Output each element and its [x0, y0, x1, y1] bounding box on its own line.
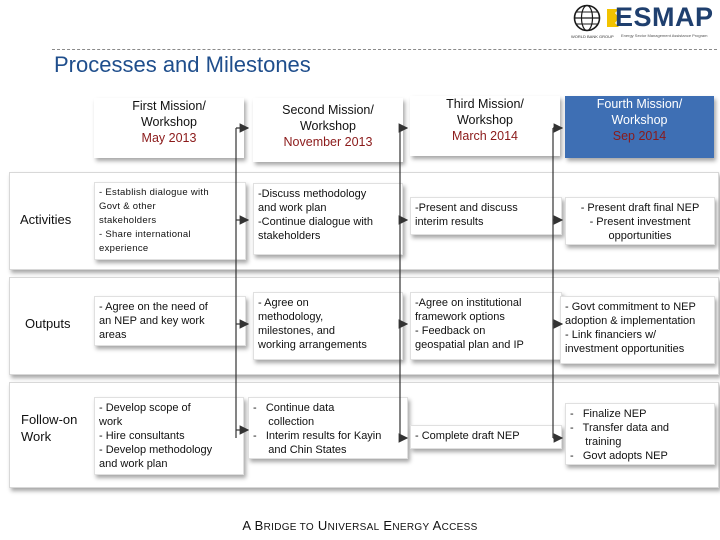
milestone-date: November 2013 — [283, 135, 373, 149]
milestone-second: Second Mission/ Workshop November 2013 — [253, 98, 403, 162]
row-label-followon: Follow-on Work — [21, 412, 78, 444]
cell-outputs-fourth: - Govt commitment to NEP adoption & implementation - Link financiers w/ investment opportunities — [560, 296, 715, 364]
cell-followon-first: - Develop scope of work - Hire consultants - Develop methodology and work plan — [94, 397, 244, 475]
cell-followon-third: - Complete draft NEP — [410, 425, 562, 449]
cell-activities-first: - Establish dialogue with Govt & other stakeholders - Share international experience — [94, 182, 246, 260]
milestone-fourth: Fourth Mission/ Workshop Sep 2014 — [565, 96, 714, 158]
milestone-first: First Mission/ Workshop May 2013 — [94, 98, 244, 158]
cell-activities-fourth: - Present draft final NEP - Present investment opportunities — [565, 197, 715, 245]
world-bank-text: WORLD BANK GROUP — [571, 34, 614, 39]
cell-outputs-third: -Agree on institutional framework options - Feedback on geospatial plan and IP — [410, 292, 562, 360]
cell-outputs-second: - Agree on methodology, milestones, and working arrangements — [253, 292, 403, 360]
esmap-subtitle: Energy Sector Management Assistance Program — [621, 33, 708, 38]
world-bank-globe-icon — [573, 4, 601, 32]
cell-outputs-first: - Agree on the need of an NEP and key work areas — [94, 296, 246, 346]
esmap-wordmark: ESMAP — [615, 2, 714, 32]
cell-followon-second: - Continue data collection - Interim results for Kayin and Chin States — [248, 397, 408, 459]
milestone-date: March 2014 — [451, 129, 518, 143]
esmap-logo — [571, 2, 717, 42]
milestone-date: May 2013 — [141, 131, 197, 145]
footer-tagline: A BRIDGE TO UNIVERSAL ENERGY ACCESS — [242, 518, 478, 533]
cell-activities-second: -Discuss methodology and work plan -Continue dialogue with stakeholders — [253, 183, 403, 255]
milestone-date: Sep 2014 — [612, 129, 667, 143]
cell-activities-third: -Present and discuss interim results — [410, 197, 562, 235]
page-title: Processes and Milestones — [54, 52, 311, 77]
milestone-third: Third Mission/ Workshop March 2014 — [410, 96, 560, 156]
header-divider — [52, 49, 717, 50]
cell-followon-fourth: - Finalize NEP - Transfer data and training - Govt adopts NEP — [565, 403, 715, 465]
row-label-activities: Activities — [20, 212, 72, 227]
row-label-outputs: Outputs — [25, 316, 71, 331]
